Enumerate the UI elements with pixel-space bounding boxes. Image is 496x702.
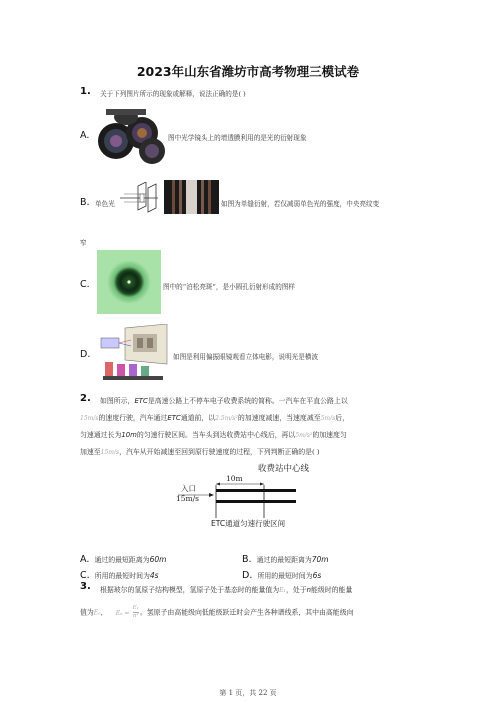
q1-option-d-letter[interactable]: D. — [80, 349, 91, 360]
q3-formula-numerator: E₁ — [132, 605, 139, 611]
page-footer: 第 1 页，共 22 页 — [219, 689, 277, 697]
q2-option-a-letter: A. — [80, 554, 90, 565]
q3-line-2-c: 。氢原子由高能级向低能级跃迁时会产生各种谱线系，其中由高能级向 — [139, 608, 354, 617]
q2-acceleration: 5m/s² — [295, 432, 313, 439]
q2-line-4-b: ，汽车从开始减速至回到原行驶速度的过程，下列判断正确的是( ) — [119, 448, 320, 456]
q1-option-b-text: 如图为单缝衍射，若仅减弱单色光的强度，中央亮纹变 — [221, 200, 380, 208]
q2-line-2 — [80, 412, 349, 422]
q3-level-energy: Eₙ — [93, 609, 101, 617]
q2-etc-term-2: ETC — [167, 414, 181, 422]
toll-center-line-label: 收费站中心线 — [258, 464, 310, 474]
interval-length-label: 10m — [226, 474, 243, 483]
q2-line-3 — [80, 429, 347, 439]
q3-formula-lhs: Eₙ = — [115, 609, 130, 617]
q2-line-3-a: 匀速通过长为 — [80, 431, 122, 439]
q3-formula-fraction — [133, 605, 139, 620]
q2-line-4-a: 加速至 — [80, 448, 101, 456]
q2-option-d-value: 6s — [312, 571, 322, 580]
q2-line-2-d: 后， — [335, 414, 349, 422]
q3-line-1-b: ，处于 — [285, 586, 307, 594]
q2-line-2-b: 通道前，以 — [180, 414, 216, 422]
q2-etc-term: ETC — [134, 397, 148, 405]
q2-number: 2. — [80, 393, 91, 404]
q3-line-1 — [100, 584, 352, 594]
q2-option-b-value: 70m — [311, 555, 329, 564]
single-slit-apparatus-image — [118, 182, 162, 214]
q2-final-speed: 15m/s — [100, 449, 120, 456]
q2-option-a-value: 60m — [149, 555, 167, 564]
entrance-label: 入口 — [181, 484, 196, 493]
camera-lenses-image — [96, 107, 168, 165]
q3-line-2 — [80, 605, 353, 620]
q2-interval-length: 10m — [121, 431, 137, 439]
entry-speed-label: 15m/s — [176, 494, 200, 503]
q1-number: 1. — [80, 86, 91, 97]
q2-option-d-letter: D. — [242, 570, 253, 581]
polarized-3d-movie-image — [97, 324, 171, 386]
q3-n-symbol: n — [306, 586, 311, 594]
q2-line-3-b: 的匀速行驶区间。当车头到达收费站中心线后，再以 — [136, 431, 296, 439]
q3-line-2-b: ， — [100, 608, 108, 617]
q2-option-b-text: 通过的最短距离为 — [256, 556, 312, 564]
etc-interval-label: ETC通道匀速行驶区间 — [211, 519, 286, 528]
q2-line-2-c: 的加速度减速，当速度减至 — [237, 414, 321, 422]
q3-line-2-a: 值为 — [80, 608, 94, 617]
q3-line-1-a: 根据玻尔的氢原子结构模型，氢原子处于基态时的能量值为 — [100, 586, 280, 594]
q1-stem: 关于下列图片所示的现象或解释，说法正确的是( ) — [100, 90, 246, 98]
q3-number: 3. — [80, 581, 91, 592]
poisson-spot-image — [97, 250, 161, 314]
q2-line-1 — [100, 395, 348, 405]
diffraction-pattern-image — [164, 180, 219, 214]
q2-line-4 — [80, 446, 320, 456]
q2-initial-speed: 15m/s — [80, 415, 99, 422]
q1-option-a-text: 图中光学镜头上的增透膜利用的是光的衍射现象 — [168, 134, 307, 142]
q2-option-c-text: 所用的最短时间为 — [94, 572, 150, 580]
q1-option-a-letter[interactable]: A. — [80, 130, 90, 141]
q2-option-c-value: 4s — [149, 571, 159, 580]
q1-option-b-text-cont: 窄 — [80, 239, 87, 247]
q2-option-b-letter: B. — [242, 554, 252, 565]
q3-ground-energy: E₁ — [279, 587, 286, 594]
q2-line-1-a: 如图所示， — [100, 397, 135, 405]
single-color-light-label: 单色光 — [95, 200, 115, 208]
q1-option-d-text: 如图是利用偏振眼镜观看立体电影，说明光是横波 — [173, 353, 319, 361]
q1-option-c-letter[interactable]: C. — [80, 279, 90, 290]
q2-option-c[interactable] — [80, 563, 159, 582]
q1-option-b-letter[interactable]: B. — [80, 197, 90, 208]
q2-reduced-speed: 5m/s — [320, 415, 336, 422]
q1-option-c-text: 图中的“泊松亮斑”，是小圆孔衍射形成的图样 — [163, 283, 296, 291]
q2-line-1-b: 是高速公路上不停车电子收费系统的简称。一汽车在平直公路上以 — [147, 397, 348, 405]
q2-option-a-text: 通过的最短距离为 — [94, 556, 150, 564]
q2-option-d-text: 所用的最短时间为 — [257, 572, 313, 580]
page-title: 2023年山东省潍坊市高考物理三模试卷 — [136, 64, 360, 79]
q3-line-1-c: 能级时的能量 — [311, 586, 353, 594]
q2-option-c-letter: C. — [80, 570, 90, 581]
q2-line-3-c: 的加速度匀 — [312, 431, 347, 439]
q2-line-2-a: 的速度行驶，汽车通过 — [98, 414, 168, 422]
q2-deceleration: 2.5m/s² — [215, 415, 238, 422]
q3-formula-denominator: n² — [132, 613, 139, 619]
q2-option-d[interactable] — [242, 563, 321, 582]
